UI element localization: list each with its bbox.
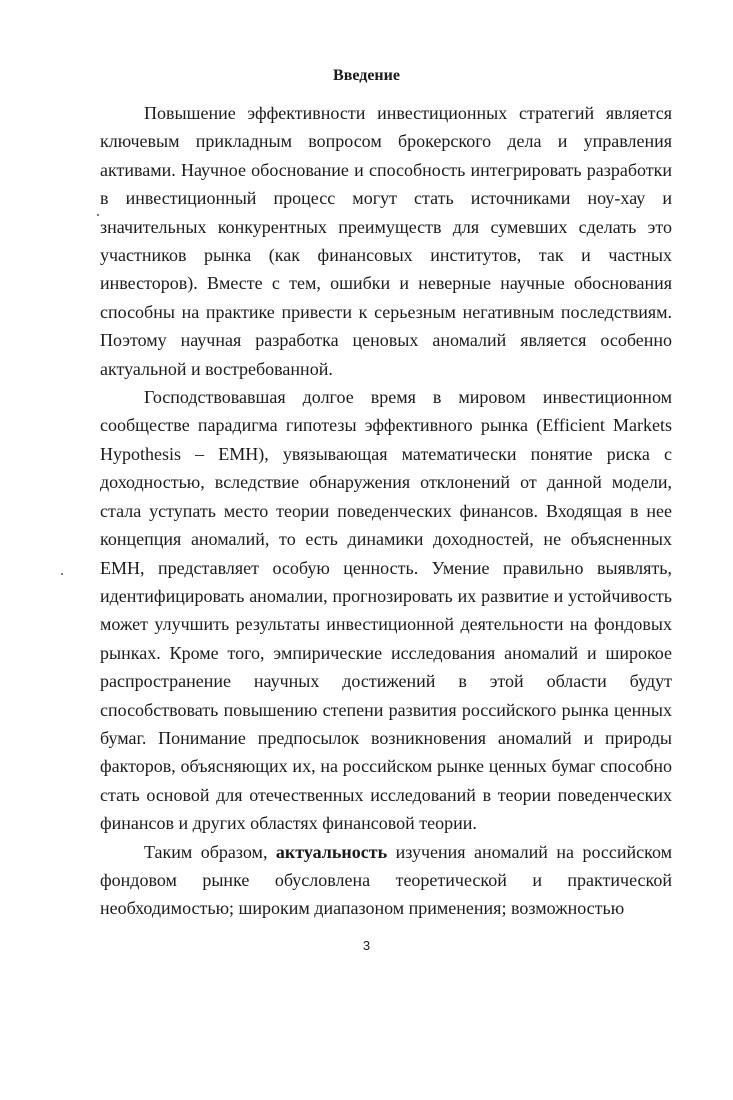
scan-speck [97,214,99,216]
body-text [100,99,672,923]
scan-speck [61,573,63,575]
page-number: 3 [362,938,371,953]
paragraph-3 [100,838,672,923]
paragraph-3-rest: изучения аномалий на российском фондовом рынке обусловлена теоретической и практической необходимостью; широким диапазоном применения; возможностью [100,841,673,919]
page-title: Введение [333,67,400,84]
paragraph-2: Господствовавшая долгое время в мировом инвестиционном сообществе парадигма гипотезы эффективного рынка (Efficient Markets Hypothesis – EMH), увязывающая математически понятие риска с доходностью, вследствие обнаружения отклонений от данной модели, стала уступать место теории поведенческих финансов. Входящая в нее концепция аномалий, то есть динамики доходностей, не объясненных EMH, представляет особую ценность. Умение правильно выявлять, идентифицировать аномалии, прогнозировать их развитие и устойчивость может улучшить результаты инвестиционной деятельности на фондовых рынках. Кроме того, эмпирические исследования аномалий и широкое распространение научных достижений в этой области будут способствовать повышению степени развития российского рынка ценных бумаг. Понимание предпосылок возникновения аномалий и природы факторов, объясняющих их, на российском рынке ценных бумаг способно стать основой для отечественных исследований в теории поведенческих финансов и других областях финансовой теории. [100,387,672,834]
paragraph-3-lead: Таким образом, [144,841,268,862]
paragraph-1: Повышение эффективности инвестиционных стратегий является ключевым прикладным вопросом брокерского дела и управления активами. Научное обоснование и способность интегрировать разработки в инвестиционный процесс могут стать источниками ноу-хау и значительных конкурентных преимуществ для сумевших сделать это участников рынка (как финансовых институтов, так и частных инвесторов). Вместе с тем, ошибки и неверные научные обоснования способны на практике привести к серьезным негативным последствиям. Поэтому научная разработка ценовых аномалий является особенно актуальной и востребованной. [100,103,672,379]
paragraph-3-bold-term: актуальность [275,841,388,862]
